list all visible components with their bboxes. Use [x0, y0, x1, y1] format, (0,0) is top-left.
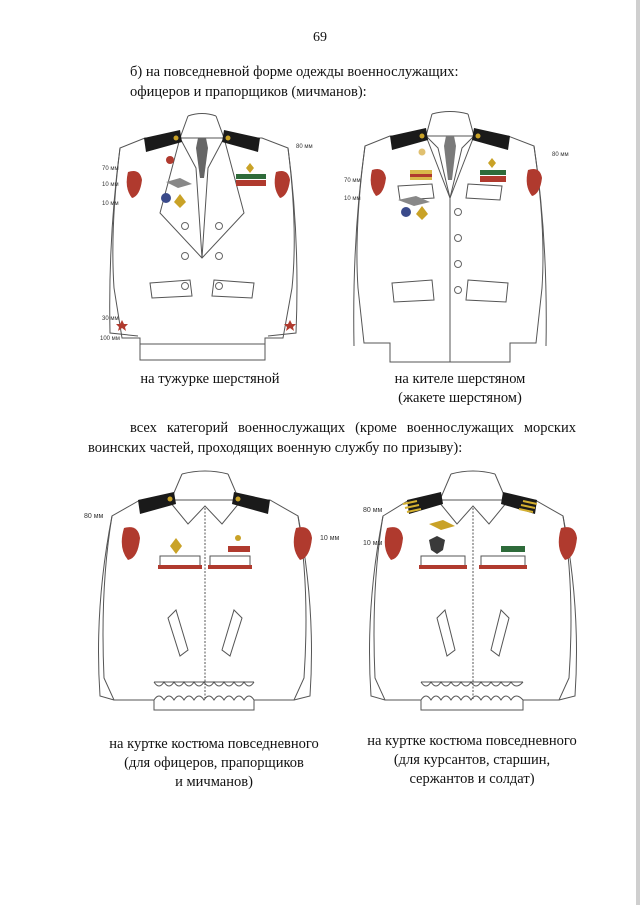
page-number: 69: [313, 30, 327, 45]
jacket-officers-figure: [84, 468, 340, 718]
tunic-dim-70: 70 мм: [102, 166, 119, 172]
kitel-dim-10: 10 мм: [344, 196, 361, 202]
kitel-caption-line-1: на кителе шерстяном: [394, 371, 526, 387]
intro-line-1: б) на повседневной форме одежды военнослужащих:: [130, 64, 459, 80]
tunic-dim-10a: 10 мм: [102, 182, 119, 188]
jacket-cadets-dim-10: 10 мм: [363, 540, 383, 547]
kitel-caption: [360, 370, 560, 408]
tunic-dim-100: 100 мм: [100, 336, 120, 342]
left-sleeve-chevron-icon: [127, 171, 142, 198]
jacket-cadets-caption-line-2: (для курсантов, старшин,: [393, 752, 551, 768]
intro-text: [130, 62, 459, 102]
paragraph-line-2: воинских частей, проходящих военную службу по призыву):: [88, 440, 463, 456]
categories-paragraph: [88, 418, 576, 458]
kitel-tie-icon: [444, 136, 456, 180]
jacket-officers-dim-80: 80 мм: [84, 513, 104, 520]
right-epaulette: [222, 130, 260, 152]
jacket-cadets-figure: [355, 468, 590, 718]
jacket-cadets-dim-80: 80 мм: [363, 507, 383, 514]
jacket-officers-caption: [98, 735, 330, 792]
jacket-cadets-outline: [374, 500, 571, 710]
paragraph-line-1: всех категорий военнослужащих (кроме военнослужащих морских: [130, 420, 576, 436]
jacket-cadets-caption: [356, 732, 588, 789]
tunic-dim-10b: 10 мм: [102, 201, 119, 207]
jacket-cadets-caption-line-3: сержантов и солдат): [409, 771, 535, 787]
jacket-officers-dim-10: 10 мм: [320, 535, 340, 542]
tunic-figure: [100, 108, 315, 370]
kitel-figure: [340, 108, 569, 370]
kitel-caption-line-2: (жакете шерстяном): [398, 390, 522, 406]
left-epaulette: [144, 130, 182, 152]
tunic-dim-30: 30 мм: [102, 316, 119, 322]
jacket-cadets-caption-line-1: на куртке костюма повседневного: [367, 733, 577, 749]
tunic-caption: на тужурке шерстяной: [140, 371, 280, 387]
kitel-dim-80: 80 мм: [552, 152, 569, 158]
tunic-dim-80: 80 мм: [296, 144, 313, 150]
right-sleeve-chevron-icon: [275, 171, 290, 198]
kitel-dim-70: 70 мм: [344, 178, 361, 184]
jacket-officers-caption-line-3: и мичманов): [175, 774, 253, 790]
intro-line-2: офицеров и прапорщиков (мичманов):: [130, 84, 367, 100]
tie-icon: [196, 138, 208, 178]
scan-edge: [636, 0, 640, 905]
awards-group: [161, 156, 266, 208]
jacket-officers-caption-line-2: (для офицеров, прапорщиков: [124, 755, 304, 771]
jacket-officers-caption-line-1: на куртке костюма повседневного: [109, 736, 319, 752]
